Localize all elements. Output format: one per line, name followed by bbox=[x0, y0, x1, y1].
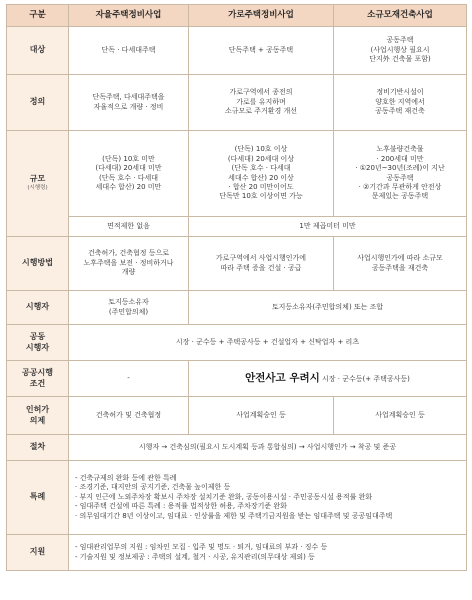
approval-small-rebuild: 사업계획승인 등 bbox=[334, 397, 467, 435]
header-row bbox=[7, 5, 467, 27]
row-label-procedure: 절차 bbox=[7, 435, 69, 461]
comparison-table bbox=[6, 4, 467, 571]
support-details: - 임대관리업무의 지원 : 임차인 모집 · 입주 및 명도 · 퇴거, 임대료의 부과 · 징수 등 - 기술지원 및 정보제공 : 주택의 설계, 철거 · 시공, 유지관리(의무대상 제외) 등 bbox=[69, 535, 467, 571]
area-limit-street-rebuild: 1만 제곱미터 미만 bbox=[189, 217, 467, 237]
row-label-operator: 시행자 bbox=[7, 291, 69, 325]
definition-autonomous: 단독주택, 다세대주택을 자율적으로 개량 · 정비 bbox=[69, 75, 189, 131]
row-procedure bbox=[7, 435, 467, 461]
row-label-scale bbox=[7, 131, 69, 237]
target-autonomous: 단독 · 다세대주택 bbox=[69, 27, 189, 75]
header-category: 구분 bbox=[7, 5, 69, 27]
row-special bbox=[7, 461, 467, 535]
scale-sublabel: (시행령) bbox=[27, 185, 48, 192]
row-label-public: 공공시행 조건 bbox=[7, 361, 69, 397]
row-label-method: 시행방법 bbox=[7, 237, 69, 291]
public-condition-main: 안전사고 우려시 bbox=[245, 372, 320, 385]
scale-street: (단독) 10호 이상 (다세대) 20세대 이상 (단독 호수 · 다세대 세대수 합산) 20 이상 · 합산 20 미만이어도 단독만 10호 이상이면 가능 bbox=[189, 131, 334, 217]
row-definition bbox=[7, 75, 467, 131]
row-operator bbox=[7, 291, 467, 325]
procedure-flow: 시행자 → 건축심의(필요시 도시계획 등과 통합심의) → 사업시행인가 → 착공 및 준공 bbox=[69, 435, 467, 461]
approval-autonomous: 건축허가 및 건축협정 bbox=[69, 397, 189, 435]
row-label-approval: 인허가 의제 bbox=[7, 397, 69, 435]
target-small-rebuild: 공동주택 (사업시행상 필요시 단지外 건축물 포함) bbox=[334, 27, 467, 75]
row-support bbox=[7, 535, 467, 571]
row-label-target: 대상 bbox=[7, 27, 69, 75]
row-label-special: 특례 bbox=[7, 461, 69, 535]
public-autonomous: - bbox=[69, 361, 189, 397]
operator-autonomous: 토지등소유자 (주민합의체) bbox=[69, 291, 189, 325]
row-label-support: 지원 bbox=[7, 535, 69, 571]
public-street-rebuild bbox=[189, 361, 467, 397]
method-small-rebuild: 사업시행인가에 따라 소규모 공동주택을 재건축 bbox=[334, 237, 467, 291]
row-joint bbox=[7, 325, 467, 361]
scale-small-rebuild: 노후불량건축물 · 200세대 미만 · ①20년~30년(조례)이 지난 공동주택 · ②기간과 무관하게 안전상 문제있는 공동주택 bbox=[334, 131, 467, 217]
row-method bbox=[7, 237, 467, 291]
method-autonomous: 건축허가, 건축협정 등으로 노후주택을 보전 · 정비하거나 개량 bbox=[69, 237, 189, 291]
operator-street-rebuild: 토지등소유자(주민합의체) 또는 조합 bbox=[189, 291, 467, 325]
row-approval bbox=[7, 397, 467, 435]
public-condition-sub: 시장 · 군수등(+ 주택공사등) bbox=[319, 375, 410, 384]
area-limit-autonomous: 면적제한 없음 bbox=[69, 217, 189, 237]
row-area-limit bbox=[7, 217, 467, 237]
target-street: 단독주택 + 공동주택 bbox=[189, 27, 334, 75]
scale-label: 규모 bbox=[29, 174, 46, 184]
scale-autonomous: (단독) 10호 미만 (다세대) 20세대 미만 (단독 호수 · 다세대 세대수 합산) 20 미만 bbox=[69, 131, 189, 217]
header-autonomous: 자율주택정비사업 bbox=[69, 5, 189, 27]
row-target bbox=[7, 27, 467, 75]
definition-street: 가로구역에서 종전의 가로를 유지하며 소규모로 주거환경 개선 bbox=[189, 75, 334, 131]
header-street: 가로주택정비사업 bbox=[189, 5, 334, 27]
row-label-joint: 공동 시행자 bbox=[7, 325, 69, 361]
definition-small-rebuild: 정비기반시설이 양호한 지역에서 공동주택 재건축 bbox=[334, 75, 467, 131]
approval-street: 사업계획승인 등 bbox=[189, 397, 334, 435]
row-scale bbox=[7, 131, 467, 217]
header-small-rebuild: 소규모재건축사업 bbox=[334, 5, 467, 27]
row-public bbox=[7, 361, 467, 397]
special-provisions: - 건축규제의 완화 등에 관한 특례 · 조경기준, 대지안의 공지기준, 건축물 높이제한 등 · 부지 인근에 노외주차장 확보시 주차장 설치기준 완화, 공동이용시설 · 주민공동시설 용적률 완화 - 임대주택 건설에 따른 특례 : 용적률 법적상한 허용, 주차장기준 완화 · 의무임대기간 8년 이상이고, 임대료 · 인상률을 제한 및 주택기금지원을 받는 임대주택 및 공공임대주택 bbox=[69, 461, 467, 535]
method-street: 가로구역에서 사업시행인가에 따라 주택 증을 건설 · 공급 bbox=[189, 237, 334, 291]
row-label-definition: 정의 bbox=[7, 75, 69, 131]
joint-operators: 시장 · 군수등 + 주택공사등 + 건설업자 + 신탁업자 + 리츠 bbox=[69, 325, 467, 361]
